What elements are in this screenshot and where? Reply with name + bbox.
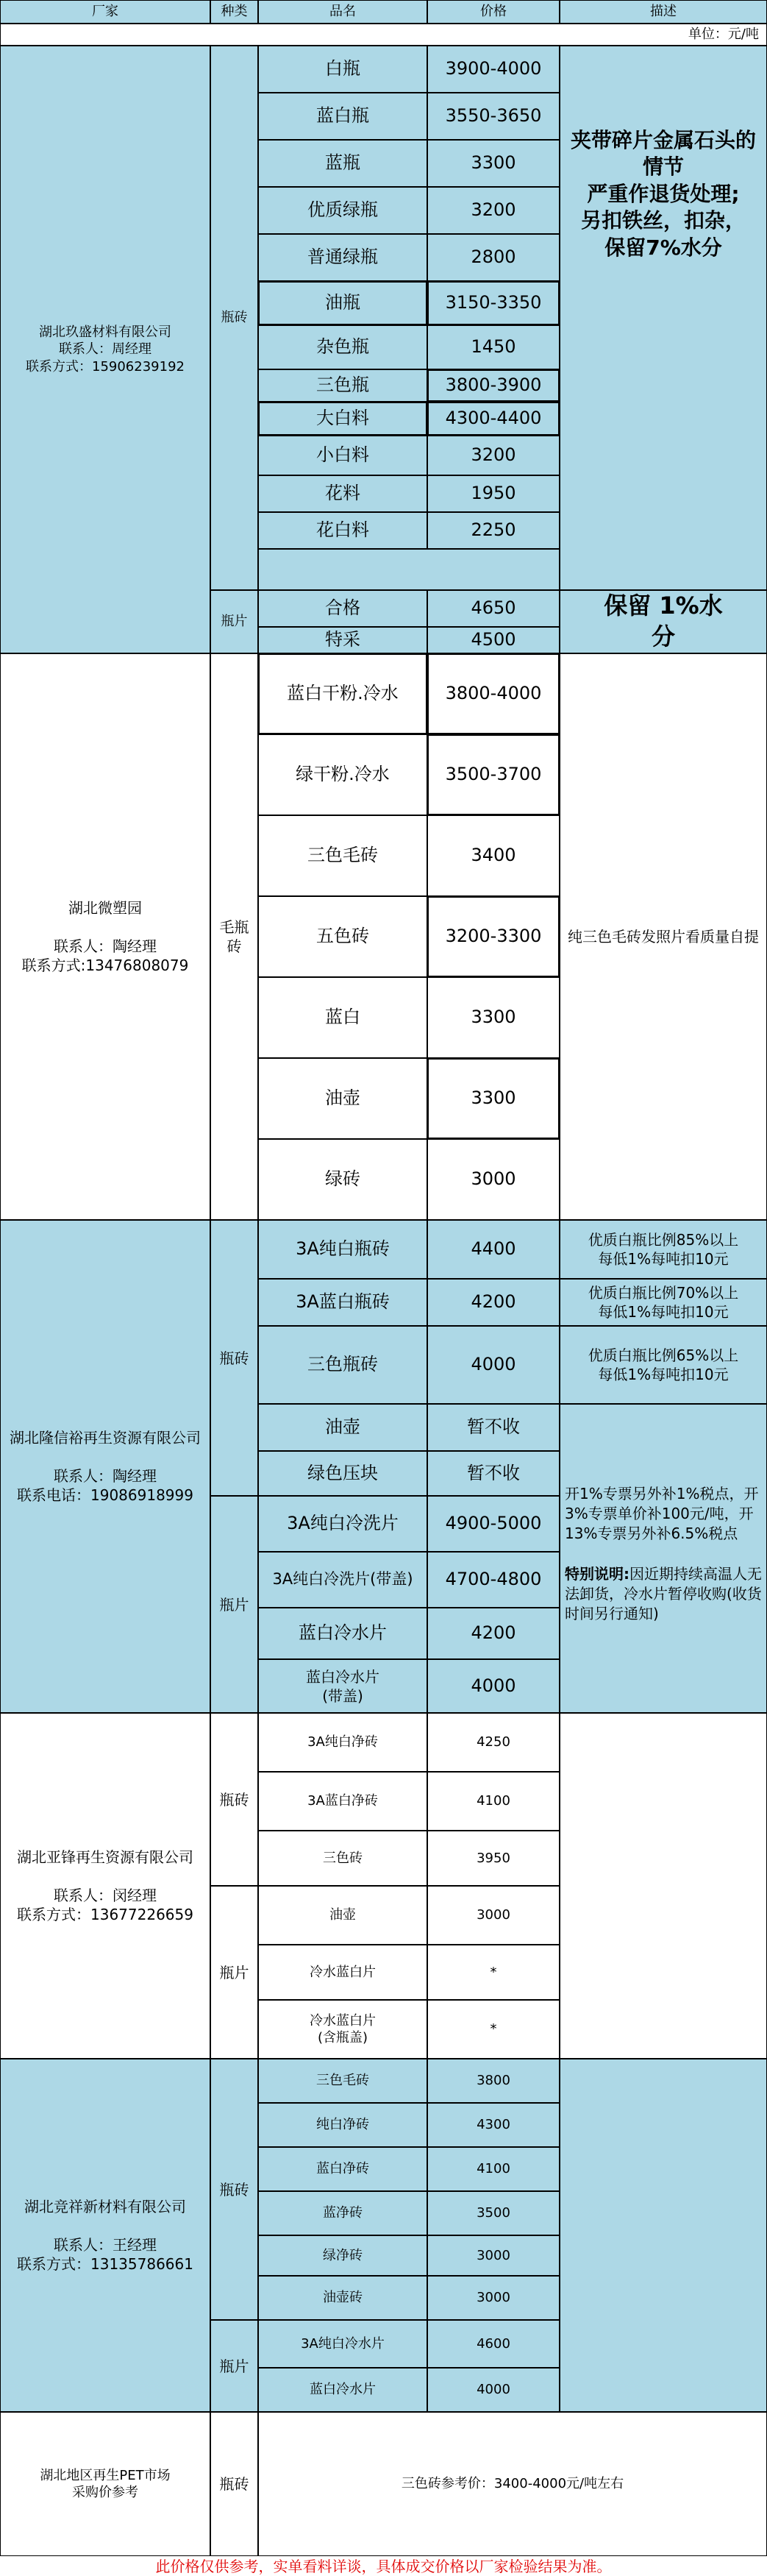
product-price: 3300 <box>427 1058 560 1139</box>
product-price: 4300-4400 <box>427 402 560 436</box>
description-cell: 保留 1%水 分 <box>560 590 767 653</box>
product-name: 绿砖 <box>258 1139 427 1220</box>
product-price: 1450 <box>427 325 560 369</box>
product-name: 冷水蓝白片 <box>258 1945 427 2000</box>
product-name: 三色毛砖 <box>258 815 427 896</box>
product-price: 4200 <box>427 1608 560 1659</box>
vendor-cell: 湖北地区再生PET市场 采购价参考 <box>0 2412 210 2556</box>
product-price: 1950 <box>427 475 560 512</box>
product-name: 合格 <box>258 590 427 627</box>
product-name: 三色毛砖 <box>258 2059 427 2103</box>
header-vendor: 厂家 <box>0 0 210 24</box>
product-price: 2800 <box>427 234 560 281</box>
product-price: * <box>427 1945 560 2000</box>
product-price: 3550-3650 <box>427 93 560 140</box>
description-cell <box>560 2059 767 2412</box>
type-cell: 瓶砖 <box>210 46 258 590</box>
header-price: 价格 <box>427 0 560 24</box>
product-price: 3000 <box>427 1886 560 1945</box>
product-price: 4300 <box>427 2103 560 2147</box>
product-name: 蓝白冷水片 <box>258 1608 427 1659</box>
product-name: 白瓶 <box>258 46 427 93</box>
product-price: 3800-3900 <box>427 369 560 402</box>
product-price: 3300 <box>427 140 560 187</box>
product-name: 油壶 <box>258 1404 427 1451</box>
product-name: 五色砖 <box>258 896 427 977</box>
product-name: 3A蓝白净砖 <box>258 1772 427 1831</box>
type-cell: 瓶片 <box>210 2320 258 2412</box>
product-name: 蓝白冷水片 (带盖) <box>258 1659 427 1713</box>
special-note-text: 因近期持续高温人无法卸货，冷水片暂停收购(收货时间另行通知) <box>565 1565 762 1622</box>
type-cell: 瓶砖 <box>210 1713 258 1886</box>
product-price: 4500 <box>427 627 560 653</box>
type-cell: 瓶片 <box>210 590 258 653</box>
header-type: 种类 <box>210 0 258 24</box>
product-price: 4000 <box>427 1326 560 1404</box>
product-price: 4700-4800 <box>427 1552 560 1608</box>
product-name: 普通绿瓶 <box>258 234 427 281</box>
vendor-cell: 湖北隆信裕再生资源有限公司 联系人：陶经理 联系电话：19086918999 <box>0 1220 210 1713</box>
spacer-cell <box>258 549 560 590</box>
product-price: 3200 <box>427 436 560 475</box>
type-cell: 瓶片 <box>210 1496 258 1713</box>
type-cell: 瓶砖 <box>210 2412 258 2556</box>
product-price: 暂不收 <box>427 1451 560 1496</box>
product-name: 油壶 <box>258 1886 427 1945</box>
product-price: 4000 <box>427 1659 560 1713</box>
description-cell <box>560 1713 767 2059</box>
vendor-cell: 湖北玖盛材料有限公司 联系人：周经理 联系方式：15906239192 <box>0 46 210 653</box>
product-name: 优质绿瓶 <box>258 187 427 234</box>
product-price: 4650 <box>427 590 560 627</box>
product-price: * <box>427 2000 560 2059</box>
description-cell: 纯三色毛砖发照片看质量自提 <box>560 653 767 1220</box>
product-price: 2250 <box>427 512 560 549</box>
product-price: 4200 <box>427 1279 560 1326</box>
product-price: 3500-3700 <box>427 734 560 815</box>
product-price: 3500 <box>427 2191 560 2235</box>
product-price: 3200 <box>427 187 560 234</box>
product-name: 油瓶 <box>258 281 427 325</box>
product-name: 绿净砖 <box>258 2235 427 2276</box>
product-price: 4600 <box>427 2320 560 2368</box>
product-price: 4250 <box>427 1713 560 1772</box>
header-name: 品名 <box>258 0 427 24</box>
product-name: 花料 <box>258 475 427 512</box>
product-name: 三色砖 <box>258 1831 427 1886</box>
product-price: 3400 <box>427 815 560 896</box>
unit-label: 单位：元/吨 <box>0 24 767 46</box>
product-name: 蓝白 <box>258 977 427 1058</box>
product-name: 蓝白干粉.冷水 <box>258 653 427 734</box>
type-cell: 瓶砖 <box>210 1220 258 1496</box>
special-note <box>565 1564 762 1624</box>
product-name: 特采 <box>258 627 427 653</box>
product-name: 3A纯白净砖 <box>258 1713 427 1772</box>
product-price: 3000 <box>427 1139 560 1220</box>
tax-note: 开1%专票另外补1%税点，开3%专票单价补100元/吨，开13%专票另外补6.5%税点 <box>565 1485 759 1542</box>
product-name: 绿色压块 <box>258 1451 427 1496</box>
type-cell: 瓶砖 <box>210 2059 258 2320</box>
product-price: 4100 <box>427 1772 560 1831</box>
product-price: 4100 <box>427 2147 560 2191</box>
description-cell: 优质白瓶比例70%以上 每低1%每吨扣10元 <box>560 1279 767 1326</box>
description-cell: 夹带碎片金属石头的情节 严重作退货处理; 另扣铁丝，扣杂， 保留7%水分 <box>560 46 767 590</box>
description-cell <box>560 1404 767 1713</box>
product-name: 蓝瓶 <box>258 140 427 187</box>
special-note-label: 特别说明: <box>565 1565 629 1583</box>
vendor-cell: 湖北亚锋再生资源有限公司 联系人：闵经理 联系方式：13677226659 <box>0 1713 210 2059</box>
product-name: 冷水蓝白片 (含瓶盖) <box>258 2000 427 2059</box>
product-price: 3000 <box>427 2276 560 2320</box>
product-price: 4900-5000 <box>427 1496 560 1552</box>
product-name: 蓝白冷水片 <box>258 2368 427 2412</box>
product-name: 3A蓝白瓶砖 <box>258 1279 427 1326</box>
product-name: 蓝净砖 <box>258 2191 427 2235</box>
product-price: 3800-4000 <box>427 653 560 734</box>
product-price: 3200-3300 <box>427 896 560 977</box>
product-name: 蓝白净砖 <box>258 2147 427 2191</box>
product-name: 蓝白瓶 <box>258 93 427 140</box>
product-name: 纯白净砖 <box>258 2103 427 2147</box>
vendor-cell: 湖北微塑园 联系人：陶经理 联系方式:13476808079 <box>0 653 210 1220</box>
product-name: 小白料 <box>258 436 427 475</box>
product-price: 3150-3350 <box>427 281 560 325</box>
product-price: 3800 <box>427 2059 560 2103</box>
type-cell: 毛瓶砖 <box>210 653 258 1220</box>
header-desc: 描述 <box>560 0 767 24</box>
product-price: 暂不收 <box>427 1404 560 1451</box>
product-price: 4400 <box>427 1220 560 1279</box>
product-price: 4000 <box>427 2368 560 2412</box>
product-name: 三色瓶 <box>258 369 427 402</box>
product-name: 花白料 <box>258 512 427 549</box>
product-price: 3300 <box>427 977 560 1058</box>
product-price: 3000 <box>427 2235 560 2276</box>
vendor-cell: 湖北竞祥新材料有限公司 联系人：王经理 联系方式：13135786661 <box>0 2059 210 2412</box>
product-name: 三色瓶砖 <box>258 1326 427 1404</box>
product-name: 3A纯白冷水片 <box>258 2320 427 2368</box>
description-cell: 优质白瓶比例65%以上 每低1%每吨扣10元 <box>560 1326 767 1404</box>
product-name: 杂色瓶 <box>258 325 427 369</box>
type-cell: 瓶片 <box>210 1886 258 2059</box>
product-name: 油壶砖 <box>258 2276 427 2320</box>
product-name: 油壶 <box>258 1058 427 1139</box>
description-cell: 优质白瓶比例85%以上 每低1%每吨扣10元 <box>560 1220 767 1279</box>
product-name: 绿干粉.冷水 <box>258 734 427 815</box>
reference-price: 三色砖参考价：3400-4000元/吨左右 <box>258 2412 767 2556</box>
disclaimer-footer: 此价格仅供参考，实单看料详谈，具体成交价格以厂家检验结果为准。 <box>155 2557 612 2575</box>
product-name: 3A纯白冷洗片 <box>258 1496 427 1552</box>
product-price: 3950 <box>427 1831 560 1886</box>
product-price: 3900-4000 <box>427 46 560 93</box>
product-name: 3A纯白冷洗片(带盖) <box>258 1552 427 1608</box>
product-name: 大白料 <box>258 402 427 436</box>
product-name: 3A纯白瓶砖 <box>258 1220 427 1279</box>
